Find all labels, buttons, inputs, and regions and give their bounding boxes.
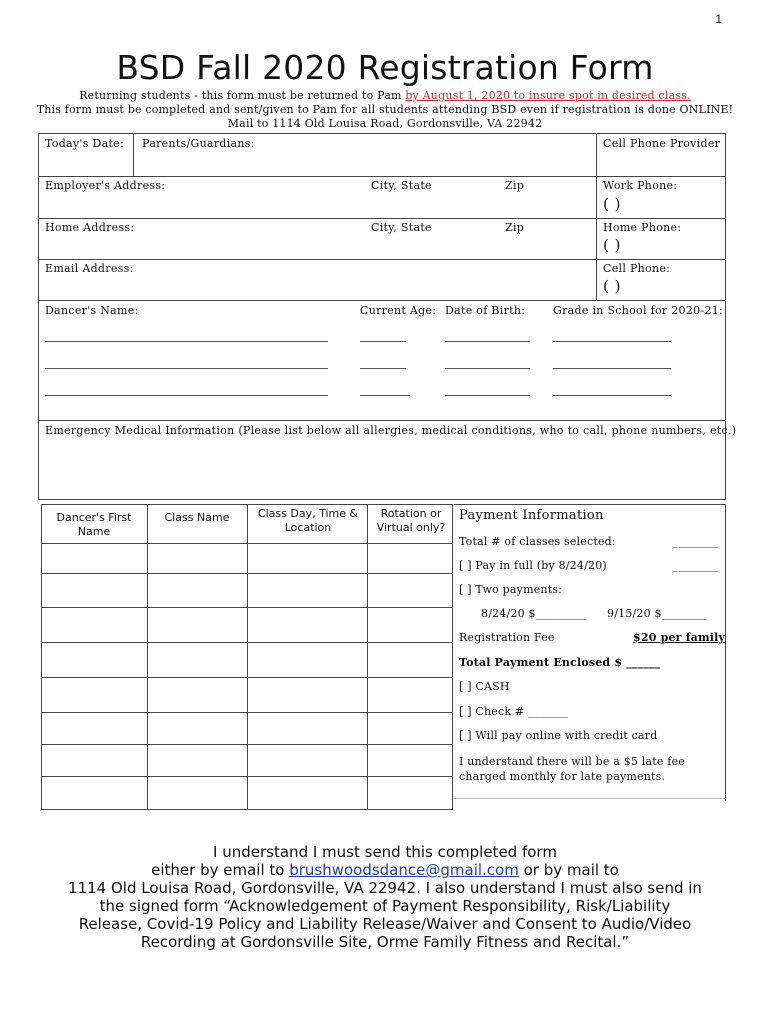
table-row-divider: [41, 712, 453, 713]
dancer-dob-line[interactable]: [445, 395, 530, 396]
col-divider: [247, 504, 248, 810]
cash-checkbox[interactable]: [ ] CASH: [459, 680, 510, 693]
closing-line-2-start: either by email to: [151, 861, 290, 879]
employer-zip-label: Zip: [505, 179, 525, 192]
closing-line-6: Recording at Gordonsville Site, Orme Family Fitness and Recital.”: [140, 933, 630, 951]
dancer-age-line[interactable]: [360, 368, 406, 369]
header-dancer-first-name: Dancer's First Name: [56, 511, 132, 538]
second-payment-field[interactable]: 9/15/20 $________: [607, 607, 708, 620]
home-phone-label: Home Phone:: [603, 221, 682, 234]
dancer-name-line[interactable]: [45, 395, 328, 396]
cell-phone-field[interactable]: ( ): [603, 277, 621, 295]
parents-guardians-label: Parents/Guardians:: [142, 137, 255, 150]
cell-provider-label: Cell Phone Provider: [603, 137, 721, 150]
current-age-label: Current Age:: [360, 304, 437, 317]
page-number: 1: [715, 12, 722, 26]
home-city-state-label: City, State: [371, 221, 432, 234]
intro-line-2: This form must be completed and sent/given to Pam for all students attending BSD even if registration is done ONLINE!: [36, 103, 734, 116]
dancer-age-line[interactable]: [360, 395, 410, 396]
dancer-age-line[interactable]: [360, 341, 406, 342]
col-divider: [367, 504, 368, 810]
home-address-label: Home Address:: [45, 221, 135, 234]
table-row-divider: [41, 744, 453, 745]
cell-phone-label: Cell Phone:: [603, 262, 671, 275]
online-payment-checkbox[interactable]: [ ] Will pay online with credit card: [459, 729, 658, 742]
row-divider: [38, 420, 726, 421]
closing-line-3: 1114 Old Louisa Road, Gordonsville, VA 22942. I also understand I must also send in: [68, 879, 702, 897]
table-row-divider: [41, 642, 453, 643]
registration-fee-label: Registration Fee: [459, 631, 555, 644]
header-class-name: Class Name: [164, 511, 230, 524]
col-divider: [596, 133, 597, 300]
email-link[interactable]: brushwoodsdance@gmail.com: [289, 861, 519, 879]
dancer-dob-line[interactable]: [445, 341, 530, 342]
employer-address-label: Employer's Address:: [45, 179, 166, 192]
row-divider: [38, 259, 726, 260]
dancer-dob-line[interactable]: [445, 368, 530, 369]
total-classes-blank[interactable]: ________: [673, 535, 719, 548]
dancer-grade-line[interactable]: [553, 368, 671, 369]
payment-box-bottom: [454, 798, 726, 799]
dancer-name-line[interactable]: [45, 341, 328, 342]
closing-line-2: [0, 860, 770, 880]
work-phone-field[interactable]: ( ): [603, 195, 621, 213]
header-class-day-time-location: Class Day, Time & Location: [257, 507, 359, 534]
closing-line-4: the signed form “Acknowledgement of Payment Responsibility, Risk/Liability: [99, 897, 671, 915]
total-payment-enclosed[interactable]: Total Payment Enclosed $ ______: [459, 656, 661, 669]
email-address-label: Email Address:: [45, 262, 134, 275]
home-phone-field[interactable]: ( ): [603, 236, 621, 254]
check-checkbox[interactable]: [ ] Check # _______: [459, 705, 568, 718]
pay-in-full-blank[interactable]: ________: [673, 559, 719, 572]
dancers-name-label: Dancer's Name:: [45, 304, 139, 317]
table-row-divider: [41, 543, 453, 544]
registration-fee-amount: $20 per family: [633, 631, 726, 644]
first-payment-field[interactable]: 8/24/20 $_________: [481, 607, 587, 620]
dancer-grade-line[interactable]: [553, 395, 671, 396]
table-row-divider: [41, 677, 453, 678]
closing-line-1: I understand I must send this completed form: [213, 843, 557, 861]
intro-line-1: [0, 89, 770, 102]
employer-city-state-label: City, State: [371, 179, 432, 192]
intro-line-1-text: Returning students - this form must be returned to Pam: [79, 89, 406, 102]
closing-line-5: Release, Covid-19 Policy and Liability Release/Waiver and Consent to Audio/Video: [78, 915, 692, 933]
row-divider: [38, 300, 726, 301]
table-row-divider: [41, 776, 453, 777]
row-divider: [38, 218, 726, 219]
deadline-text: by August 1, 2020 to insure spot in desired class.: [405, 89, 691, 102]
home-zip-label: Zip: [505, 221, 525, 234]
row-divider: [38, 176, 726, 177]
late-fee-notice: I understand there will be a $5 late fee charged monthly for late payments.: [459, 755, 686, 783]
emergency-medical-label: Emergency Medical Information (Please list below all allergies, medical conditions, who to call, phone numbers, etc.): [45, 424, 737, 437]
date-of-birth-label: Date of Birth:: [445, 304, 526, 317]
header-rotation-virtual: Rotation or Virtual only?: [376, 507, 446, 534]
dancer-name-line[interactable]: [45, 368, 328, 369]
table-row-divider: [41, 607, 453, 608]
pay-in-full-checkbox[interactable]: [ ] Pay in full (by 8/24/20): [459, 559, 607, 572]
mailing-address-line: Mail to 1114 Old Louisa Road, Gordonsville, VA 22942: [227, 117, 543, 130]
dancer-grade-line[interactable]: [553, 341, 671, 342]
total-classes-label: Total # of classes selected:: [459, 535, 616, 548]
two-payments-checkbox[interactable]: [ ] Two payments:: [459, 583, 563, 596]
closing-line-2-end: or by mail to: [518, 861, 619, 879]
grade-label: Grade in School for 2020-21:: [553, 304, 724, 317]
todays-date-label: Today's Date:: [45, 137, 124, 150]
form-title: BSD Fall 2020 Registration Form: [116, 48, 654, 87]
col-divider: [133, 133, 134, 176]
work-phone-label: Work Phone:: [603, 179, 678, 192]
table-row-divider: [41, 573, 453, 574]
col-divider: [147, 504, 148, 810]
payment-info-heading: Payment Information: [459, 508, 604, 523]
